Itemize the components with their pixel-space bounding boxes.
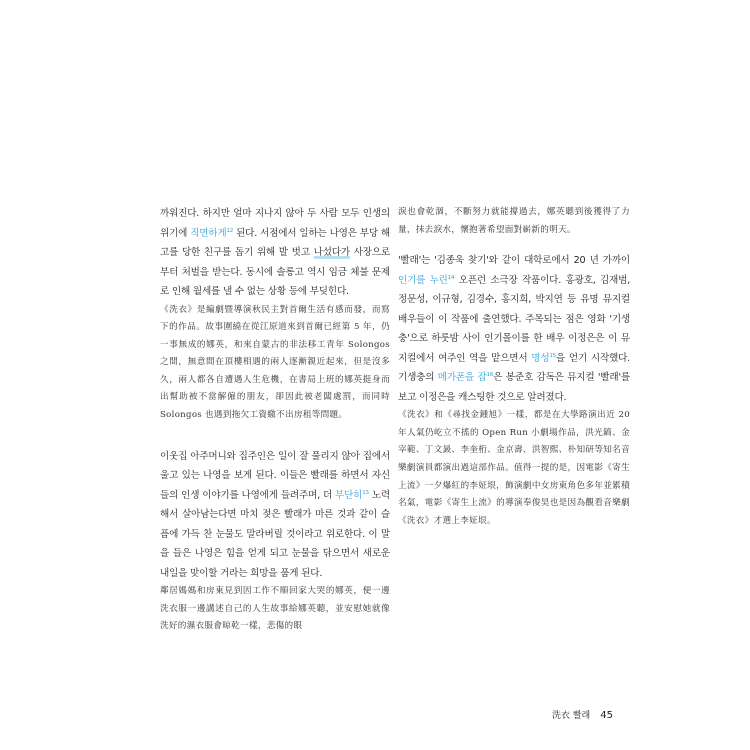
vocab-highlight: 명성 bbox=[531, 352, 550, 364]
footnote-marker: 12 bbox=[226, 227, 234, 234]
text-span: 까워진다. 하지만 얼마 지나지 않아 두 사람 모두 인생의 위기에 bbox=[160, 208, 390, 239]
footnote-marker: 15 bbox=[549, 352, 556, 359]
korean-paragraph-2 bbox=[160, 447, 390, 584]
footnote-marker: 14 bbox=[447, 274, 455, 281]
chinese-translation-2-continued: 淚也會乾涸，不斷努力就能撐過去，娜英聽到後獲得了力量，抹去淚水，懷抱著希望面對嶄新的明天。 bbox=[398, 207, 630, 235]
left-column bbox=[160, 204, 390, 636]
text-span: '빨래'는 '김종욱 찾기'와 같이 대학로에서 20 년 가까이 bbox=[398, 255, 630, 267]
text-span: 된다. 서점에서 일하는 나영은 부당 해고를 당한 친구를 돕기 위해 발 벗고 bbox=[160, 227, 390, 258]
text-span: 은 봉준호 감독은 뮤지컬 '빨래'를 보고 이정은을 캐스팅한 것으로 알려졌다. bbox=[398, 372, 630, 403]
page-footer bbox=[552, 708, 613, 721]
chinese-translation-2: 鄰居媽媽和房東見到因工作不順回家大哭的娜英，便一邊洗衣服一邊講述自己的人生故事給娜英聽，並安慰她就像洗好的濕衣服會晾乾一樣，悲傷的眼 bbox=[160, 586, 390, 632]
vocab-highlight: 직면하게 bbox=[190, 227, 227, 239]
right-column bbox=[398, 204, 630, 530]
vocab-highlight: 메가폰을 잡 bbox=[437, 372, 487, 384]
vocab-highlight: 인기를 누린 bbox=[398, 274, 448, 286]
chinese-translation-3: 《洗衣》和《尋找金鍾旭》一樣，都是在大學路演出近 20 年人氣仍屹立不搖的 Open Run 小劇場作品，洪光鎬、金宰範、丁文晸、李奎桁、金京壽、洪智熙、朴知研等知名音樂劇演員都演出過這部作品。值得一提的是，因電影《寄生上流》一夕爆紅的李姃垠，飾演劇中女房東角色多年並累積名氣，電影《寄生上流》的導演奉俊昊也是因為觀看音樂劇《洗衣》才選上李姃垠。 bbox=[398, 410, 630, 526]
text-span: 노력해서 살아남는다면 마치 젖은 빨래가 마른 것과 같이 슬픔에 가득 찬 눈물도 말라버릴 것이라고 위로한다. 이 말을 들은 나영은 힘을 얻게 되고 눈물을 닦으면서 새로운 내일을 맞이할 거라는 희망을 품게 된다. bbox=[160, 489, 390, 579]
korean-paragraph-3 bbox=[398, 251, 630, 407]
vocab-underline: 나섰다가 bbox=[313, 247, 350, 258]
text-span: 을 얻기 시작했다. 기생충의 bbox=[398, 352, 631, 384]
chinese-translation-1: 《洗衣》是編劇暨導演秋民主對首爾生活有感而發，而寫下的作品。故事圍繞在從江原道來到首爾已經第 5 年，仍一事無成的娜英，和來自蒙古的非法移工青年 Solongos 之間，無意間在頂樓相遇的兩人逐漸親近起來，但是沒多久，兩人都各自遭遇人生危機，在書局上班的娜英挺身而出幫助被不當解僱的朋友，卻因此被老闆處罰，而同時 Solongos 也遇到拖欠工資繳不出房租等問題。 bbox=[160, 304, 390, 421]
footnote-marker: 16 bbox=[486, 372, 494, 378]
footnote-marker: 13 bbox=[362, 489, 369, 496]
vocab-highlight: 부단히 bbox=[335, 489, 363, 501]
page-number: 45 bbox=[600, 710, 613, 721]
text-span: 이웃집 아주머니와 집주인은 일이 잘 풀리지 않아 집에서 울고 있는 나영을 보게 된다. 이들은 빨래를 하면서 자신들의 인생 이야기를 나영에게 들려주며, 더 bbox=[160, 450, 390, 501]
text-span: 오픈런 소극장 작품이다. 홍광호, 김재범, 정문성, 이규형, 김경수, 홍지희, 박지연 등 유명 뮤지컬 배우들이 이 작품에 출연했다. 주목되는 점은 영화 '기생충'으로 하룻밤 사이 인기몰이를 한 배우 이정은은 이 뮤지컬에서 여주인 역을 맡으면서 bbox=[398, 274, 630, 364]
korean-paragraph-1 bbox=[160, 204, 390, 302]
running-title: 洗衣 빨래 bbox=[552, 711, 591, 721]
text-span: 사장으로부터 처벌을 받는다. 동시에 솔롱고 역시 임금 체불 문제로 인해 월세를 낼 수 없는 상황 등에 부딪힌다. bbox=[160, 247, 390, 297]
